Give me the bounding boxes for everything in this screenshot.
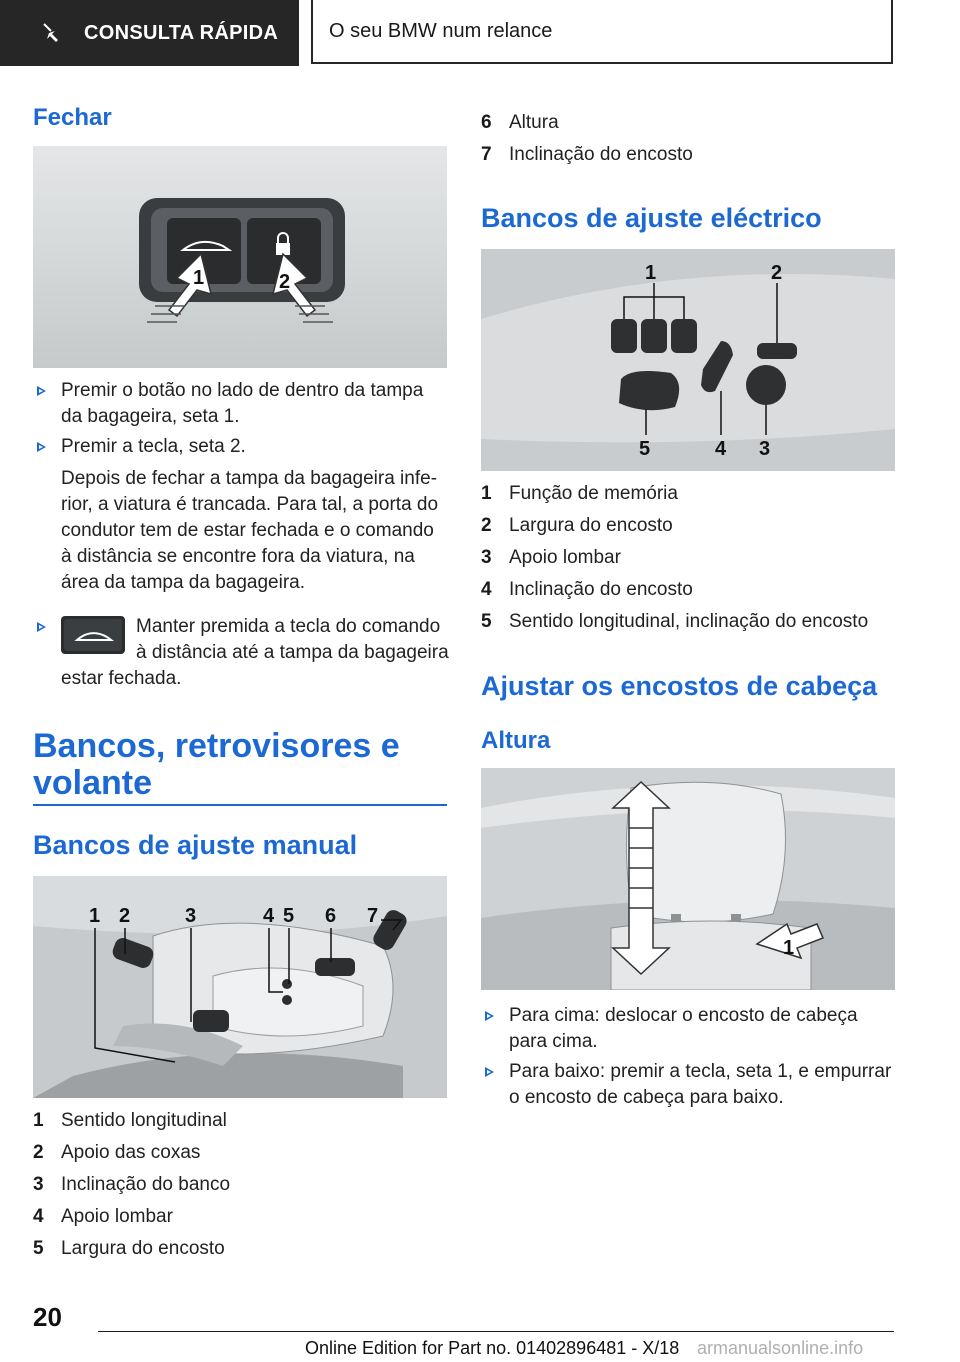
step-2-text: Premir a tecla, seta 2. xyxy=(61,436,246,457)
callout-1: 1 xyxy=(89,905,101,927)
headrest-up-line1: Para cima: deslocar o encosto de cabeça xyxy=(509,1005,858,1026)
list-label: Sentido longitudinal xyxy=(61,1110,227,1131)
list-number: 2 xyxy=(481,515,492,536)
list-label: Altura xyxy=(509,112,559,133)
list-label: Função de memória xyxy=(509,483,678,504)
list-label: Largura do encosto xyxy=(509,515,673,536)
callout-3: 3 xyxy=(759,438,771,460)
tailgate-buttons-image xyxy=(33,146,447,368)
bullet-icon xyxy=(37,386,46,396)
section-title-line2: volante xyxy=(33,764,153,802)
step-1-text: Premir o botão no lado de dentro da tampa da bagageira, seta 1. xyxy=(61,380,424,427)
bullet-icon xyxy=(485,1067,494,1077)
list-number: 5 xyxy=(33,1238,44,1259)
list-number: 1 xyxy=(481,483,492,504)
list-number: 3 xyxy=(481,547,492,568)
remote-text-line2: à distância até a tampa da bagageira xyxy=(136,642,449,663)
list-label: Apoio das coxas xyxy=(61,1142,201,1163)
section-title-line1: Bancos, retrovisores e xyxy=(33,727,400,765)
callout-5: 5 xyxy=(639,438,651,460)
footer-divider xyxy=(98,1331,894,1332)
watermark-text: armanualsonline.info xyxy=(697,1338,864,1358)
section-tab-label: CONSULTA RÁPIDA xyxy=(84,21,279,44)
chapter-title: O seu BMW num relance xyxy=(329,19,553,42)
chapter-header xyxy=(311,0,893,64)
sparkle-icon xyxy=(40,22,62,44)
list-label: Inclinação do banco xyxy=(61,1174,231,1195)
callout-2: 2 xyxy=(119,905,131,927)
edition-text: Online Edition for Part no. 01402896481 - X/18 xyxy=(305,1338,680,1358)
headrest-image xyxy=(481,768,895,990)
remote-text-line3: estar fechada. xyxy=(61,668,182,689)
list-label: Largura do encosto xyxy=(61,1238,225,1259)
list-label: Apoio lombar xyxy=(61,1206,173,1227)
callout-1: 1 xyxy=(193,267,205,289)
fechar-heading: Fechar xyxy=(33,104,112,131)
callout-4: 4 xyxy=(263,905,275,927)
list-number: 2 xyxy=(33,1142,44,1163)
remote-text-line1: Manter premida a tecla do comando xyxy=(136,616,441,637)
callout-1: 1 xyxy=(645,262,657,284)
list-label: Sentido longitudinal, inclinação do encosto xyxy=(509,611,869,632)
headrest-down-line2: o encosto de cabeça para baixo. xyxy=(509,1087,784,1108)
manual-seats-heading: Bancos de ajuste manual xyxy=(33,830,358,860)
callout-2: 2 xyxy=(771,262,783,284)
list-number: 1 xyxy=(33,1110,44,1131)
callout-4: 4 xyxy=(715,438,727,460)
list-number: 6 xyxy=(481,112,492,133)
callout-7: 7 xyxy=(367,905,379,927)
list-number: 3 xyxy=(33,1174,44,1195)
headrest-up-line2: para cima. xyxy=(509,1031,598,1052)
callout-6: 6 xyxy=(325,905,337,927)
lock-note: Depois de fechar a tampa da bagageira infe-rior, a viatura é trancada. Para tal, a porta do condutor tem de estar fechada e o comando à distância se encontre fora da viatura, na área da tampa da bagageira. xyxy=(61,468,439,593)
list-label: Apoio lombar xyxy=(509,547,621,568)
remote-tailgate-key-icon xyxy=(61,616,125,654)
list-number: 4 xyxy=(481,579,492,600)
list-number: 5 xyxy=(481,611,492,632)
quick-reference-tab[interactable] xyxy=(0,0,299,66)
section-divider xyxy=(33,804,447,806)
callout-2: 2 xyxy=(279,271,291,293)
manual-seat-image xyxy=(33,876,447,1098)
callout-5: 5 xyxy=(283,905,295,927)
callout-1: 1 xyxy=(783,937,795,959)
bullet-icon xyxy=(485,1011,494,1021)
list-label: Inclinação do encosto xyxy=(509,144,693,165)
electric-seats-heading: Bancos de ajuste eléctrico xyxy=(481,203,822,233)
callout-3: 3 xyxy=(185,905,197,927)
page-number: 20 xyxy=(33,1302,62,1332)
list-number: 7 xyxy=(481,144,492,165)
list-number: 4 xyxy=(33,1206,44,1227)
list-label: Inclinação do encosto xyxy=(509,579,693,600)
altura-heading: Altura xyxy=(481,727,551,754)
bullet-icon xyxy=(37,442,46,452)
headrest-heading: Ajustar os encostos de cabeça xyxy=(481,671,878,701)
electric-seat-controls-image xyxy=(481,249,895,471)
bullet-icon xyxy=(37,622,46,632)
headrest-down-line1: Para baixo: premir a tecla, seta 1, e empurrar xyxy=(509,1061,892,1082)
